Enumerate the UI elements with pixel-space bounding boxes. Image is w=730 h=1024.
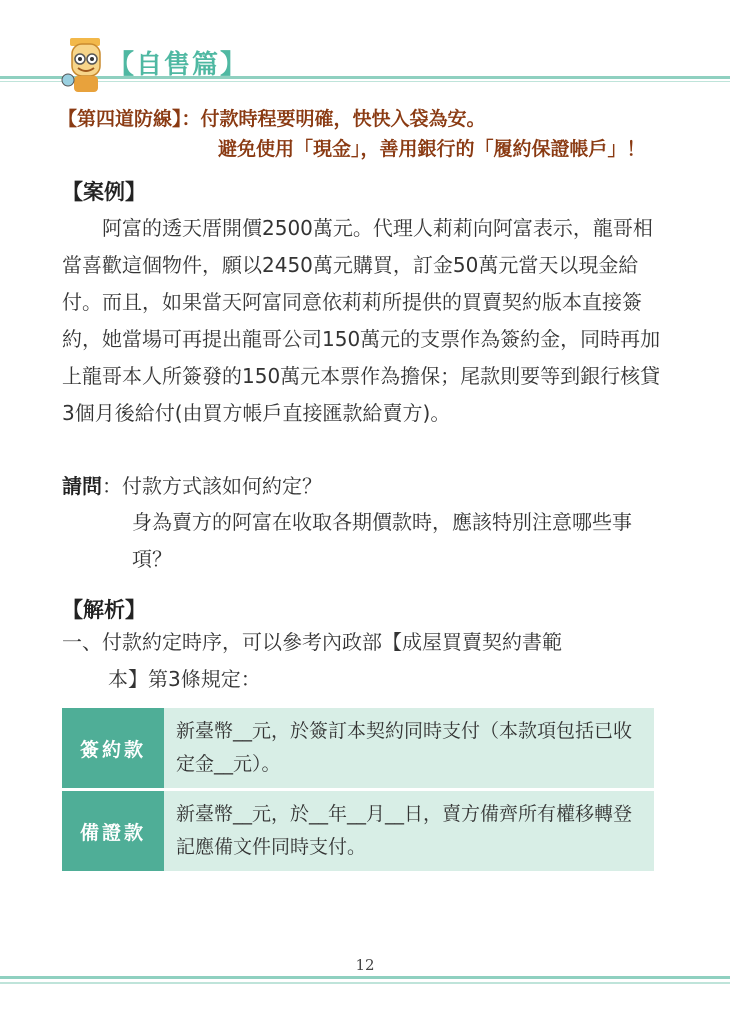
question-1: ：付款方式該如何約定？ <box>102 474 322 498</box>
defense-line-2: 避免使用「現金」，善用銀行的「履約保證帳戶」！ <box>218 138 646 160</box>
case-body: 阿富的透天厝開價2500萬元。代理人莉莉向阿富表示，龍哥相當喜歡這個物件，願以2450萬元購買，訂金50萬元當天以現金給付。而且，如果當天阿富同意依莉莉所提供的買賣契約版本直接簽約，她當場可再提出龍哥公司150萬元的支票作為簽約金，同時再加上龍哥本人所簽發的150萬元本票作為擔保；尾款則要等到銀行核貸3個月後給付(由買方帳戶直接匯款給賣方)。 <box>62 216 661 425</box>
analysis-item-1-line-2: 本】第3條規定： <box>108 667 261 691</box>
analysis-item-1-line-1: 一、付款約定時序，可以參考內政部【成屋買賣契約書範 <box>62 630 562 654</box>
table-label-cell: 簽約款 <box>62 708 164 790</box>
defense-line-1: 【第四道防線】：付款時程要明確，快快入袋為安。 <box>58 108 486 130</box>
table-content-cell: 新臺幣__元，於__年__月__日，賣方備齊所有權移轉登記應備文件同時支付。 <box>164 790 654 872</box>
table-content-cell: 新臺幣__元，於簽訂本契約同時支付（本款項包括已收定金__元）。 <box>164 708 654 790</box>
mascot-icon <box>58 34 114 96</box>
footer-rule <box>0 976 730 979</box>
table-label-cell: 備證款 <box>62 790 164 872</box>
table-row <box>62 790 654 872</box>
page-number: 12 <box>355 956 375 974</box>
analysis-item-1 <box>62 624 662 698</box>
section-title: 【自售篇】 <box>108 50 249 80</box>
payment-table <box>62 708 654 871</box>
case-heading: 【案例】 <box>62 180 146 204</box>
question-2: 身為賣方的阿富在收取各期價款時，應該特別注意哪些事項？ <box>132 510 632 571</box>
footer-rule-thin <box>0 982 730 984</box>
question-label: 請問 <box>62 474 102 498</box>
table-row <box>62 708 654 790</box>
defense-callout <box>58 104 646 160</box>
analysis-heading: 【解析】 <box>62 598 146 622</box>
question-line-1 <box>62 468 322 505</box>
